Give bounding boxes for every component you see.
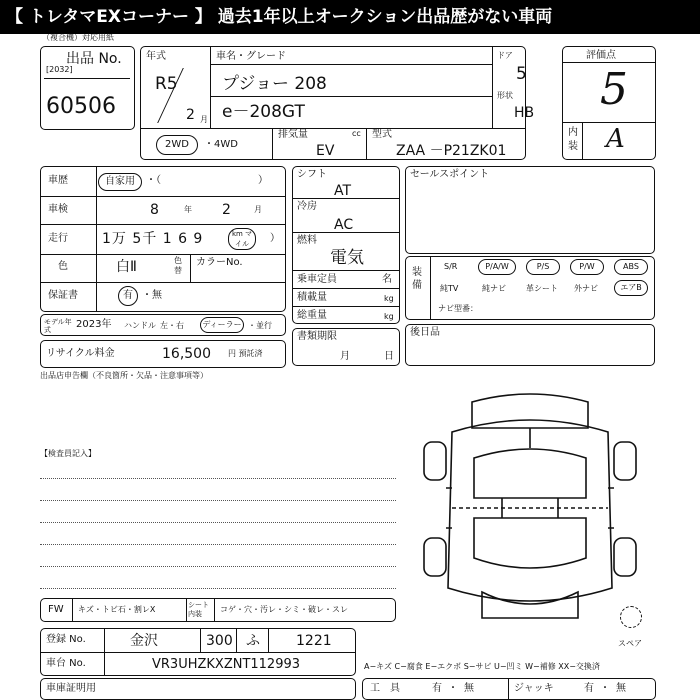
load-label: 積載量 <box>297 292 327 303</box>
color-label: 色 <box>58 261 68 272</box>
inspector-label: 【検査員記入】 <box>40 449 96 458</box>
post-note-label: 後日品 <box>410 327 440 338</box>
seat-value: コゲ・穴・汚レ・シミ・破レ・スレ <box>220 605 348 614</box>
inspection-label: 車検 <box>48 204 68 215</box>
expiry-label: 書類期限 <box>297 331 337 342</box>
year-label: 年式 <box>146 51 166 62</box>
riders-unit: 名 <box>382 274 392 285</box>
seat-label: シート内装 <box>188 601 209 618</box>
weight-unit: kg <box>384 312 394 321</box>
interior-label-1: 内 <box>568 127 578 138</box>
shift-label: シフト <box>297 169 327 180</box>
recycle-unit: 円 預託済 <box>228 349 263 358</box>
model-year-value: 2023年 <box>76 319 112 330</box>
type-label: 型式 <box>372 129 392 140</box>
model-grade: e－208GT <box>222 102 305 122</box>
tools-label: 工具 <box>370 683 410 694</box>
inspection-year: 8 <box>150 202 159 218</box>
plate-kana: ふ <box>246 633 260 649</box>
lot-small-code: [2032] <box>46 65 73 74</box>
recycle-value: 16,500 <box>162 346 211 362</box>
handle-value: 左・右 <box>160 321 184 330</box>
interior-label-2: 装 <box>568 141 578 152</box>
load-unit: kg <box>384 294 394 303</box>
warranty-yes: 有 <box>118 286 138 306</box>
drive-2wd: 2WD <box>156 135 198 155</box>
plate-label: 登録 No. <box>46 634 86 645</box>
mileage-unit: km マイル <box>228 228 256 250</box>
year-era: R5 <box>155 74 178 94</box>
mileage-digits: 1万 5千 1 6 9 <box>102 231 204 247</box>
handle-label: ハンドル <box>124 321 156 330</box>
vin-label: 車台 No. <box>46 658 86 669</box>
expiry-unit: 月 <box>340 351 350 362</box>
equip-pw: P/W <box>570 259 604 275</box>
model-label: 車名・グレード <box>216 51 286 62</box>
plate-area: 金沢 <box>130 633 158 649</box>
engine-value: EV <box>316 143 335 159</box>
type-value: ZAA －P21ZK01 <box>396 143 507 159</box>
rating-label: 評価点 <box>586 50 616 61</box>
history-label: 車歴 <box>48 175 68 186</box>
damage-legend: A−キズ C−腐食 E−エクボ S−サビ U−凹ミ W−補修 XX−交換済 <box>364 662 600 671</box>
spare-tire-icon <box>620 606 642 628</box>
equip-airbag: エアB <box>614 280 648 296</box>
color-repaint: 色替 <box>174 256 182 275</box>
equip-abs: ABS <box>614 259 648 275</box>
plate-class: 300 <box>206 633 233 649</box>
riders-label: 乗車定員 <box>297 274 337 285</box>
mileage-label: 走行 <box>48 233 68 244</box>
equip-sr: S/R <box>444 262 458 271</box>
equip-ext-navi: 外ナビ <box>574 284 598 293</box>
year-month: 2 <box>186 107 195 123</box>
car-diagram <box>412 388 648 628</box>
equip-tv: 純TV <box>440 284 459 293</box>
color-no-label: カラーNo. <box>196 257 243 268</box>
equip-leather: 革シート <box>526 284 558 293</box>
inspection-year-unit: 年 <box>184 205 192 214</box>
history-value: 自家用 <box>98 173 142 191</box>
equip-navi-model: ナビ型番： <box>438 304 478 313</box>
form-subtitle: （複合機）対応用紙 <box>42 33 114 42</box>
fuel-label: 燃料 <box>297 235 317 246</box>
expiry-day: 日 <box>384 351 394 362</box>
lot-label: 出品 No. <box>66 51 122 67</box>
fuel-value: 電気 <box>330 248 364 268</box>
history-rest: ・（ <box>146 175 161 186</box>
lot-number: 60506 <box>46 94 116 119</box>
mileage-close: ） <box>270 233 280 244</box>
equip-ps: P/S <box>526 259 560 275</box>
inspection-month-unit: 月 <box>254 205 262 214</box>
plate-number: 1221 <box>296 633 332 649</box>
doors-value: 5 <box>516 64 527 84</box>
color-value: 白Ⅱ <box>116 259 137 275</box>
equip-navi: 純ナビ <box>482 284 506 293</box>
model-name: プジョー 208 <box>222 74 327 94</box>
fw-label: FW <box>48 604 64 615</box>
vin-value: VR3UHZKXZNT112993 <box>152 657 301 672</box>
spare-label: スペア <box>618 639 642 648</box>
jack-label: ジャッキ <box>514 683 554 694</box>
shape-value: HB <box>514 105 535 121</box>
equipment-label: 装備 <box>412 267 422 291</box>
cert-label: 車庫証明用 <box>46 683 96 694</box>
post-note-box <box>405 324 655 366</box>
fw-value: キズ・トビ石・割レX <box>78 605 156 614</box>
engine-unit: cc <box>352 129 361 138</box>
jack-value: 有・無 <box>584 683 632 694</box>
history-close: ） <box>258 175 268 186</box>
parallel-value: ・並行 <box>248 321 272 330</box>
sales-point-label: セールスポイント <box>410 169 490 180</box>
inspection-month: 2 <box>222 202 231 218</box>
tools-value: 有・無 <box>432 683 480 694</box>
warranty-label: 保証書 <box>48 290 78 301</box>
dealer-value: ディーラー <box>200 317 244 333</box>
warranty-rest: ・無 <box>142 290 162 301</box>
shape-label: 形状 <box>497 91 513 100</box>
aircon-value: AC <box>334 217 354 233</box>
banner-title: 【 トレタマEXコーナー 】 過去1年以上オークション出品歴がない車両 <box>0 0 700 34</box>
recycle-label: リサイクル料金 <box>46 348 115 359</box>
defects-label: 出品店申告欄（不良箇所・欠品・注意事項等） <box>40 371 208 380</box>
doors-label: ドア <box>497 51 513 60</box>
shift-value: AT <box>334 183 352 199</box>
engine-label: 排気量 <box>278 129 308 140</box>
year-month-unit: 月 <box>200 115 208 124</box>
aircon-label: 冷房 <box>297 201 317 212</box>
weight-label: 総重量 <box>297 310 327 321</box>
equip-paw: P/A/W <box>478 259 516 275</box>
drive-4wd: ・4WD <box>204 139 238 150</box>
model-year-label: モデル年式 <box>44 318 72 334</box>
interior-score: A <box>606 124 625 154</box>
rating-score: 5 <box>600 64 628 115</box>
